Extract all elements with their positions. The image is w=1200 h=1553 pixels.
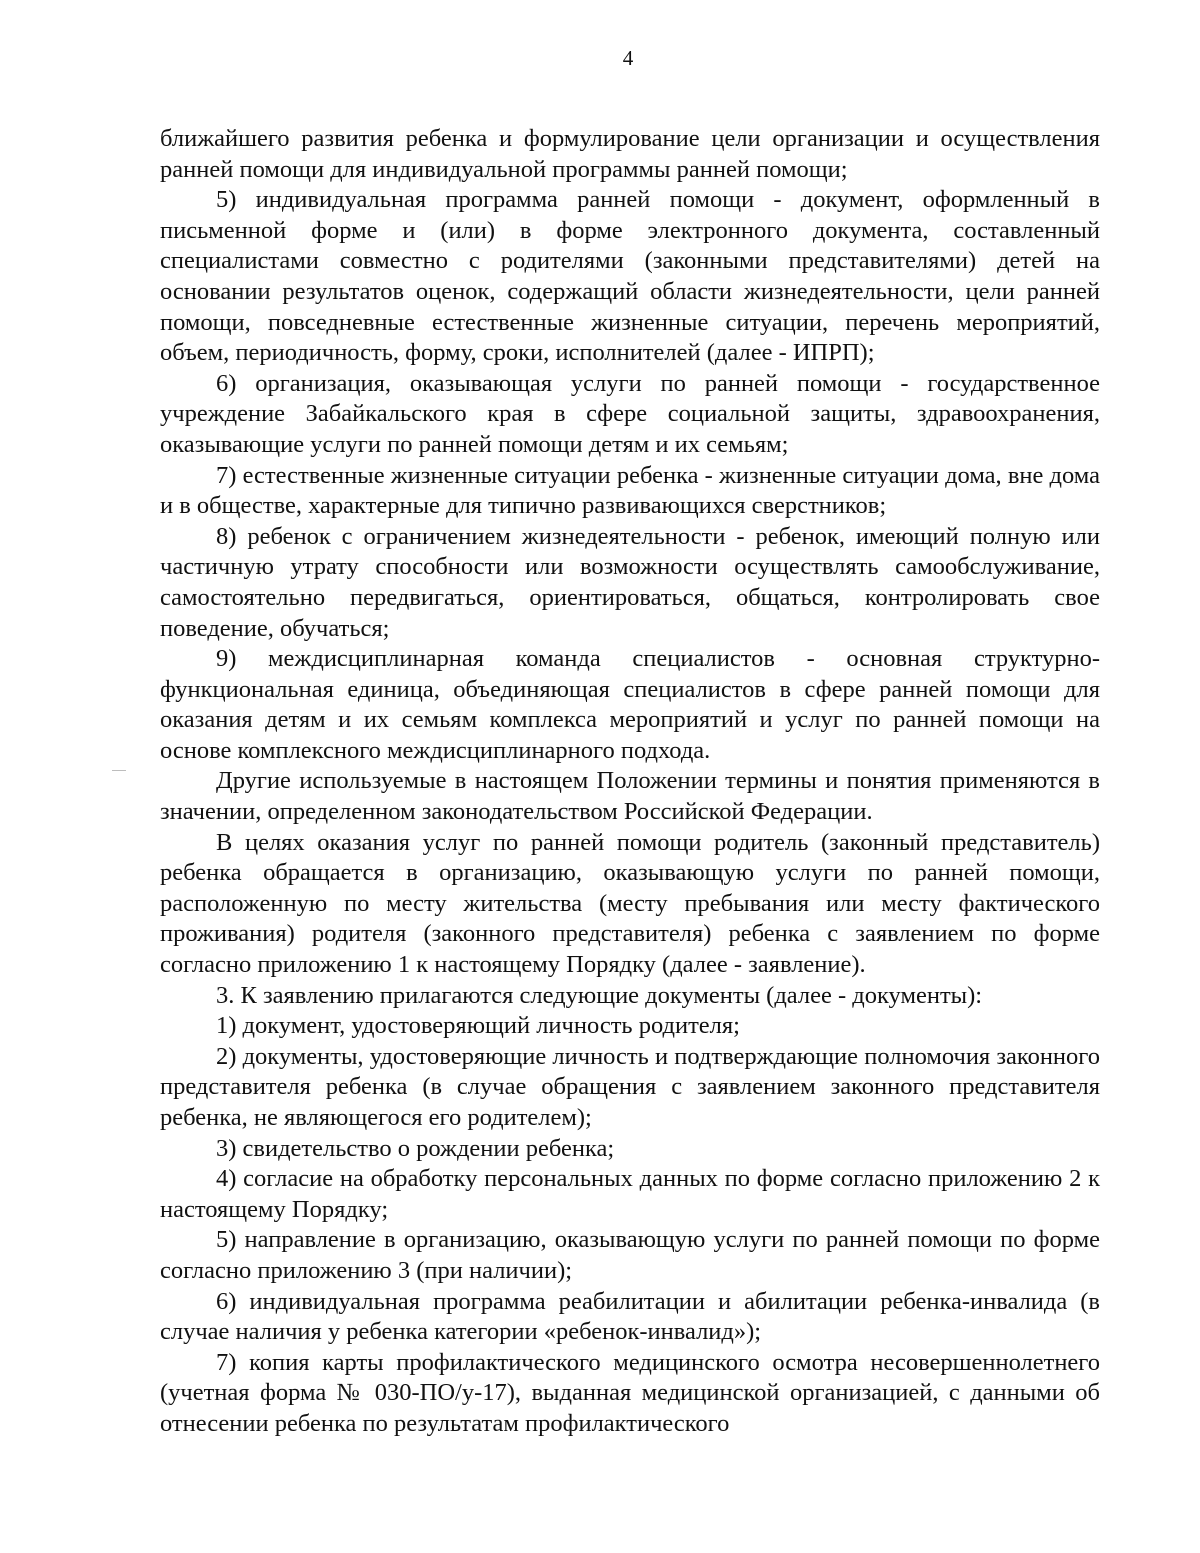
paragraph-doc-6: 6) индивидуальная программа реабилитации и абилитации ребенка-инвалида (в случае наличия у ребенка категории «ребенок-инвалид»); bbox=[160, 1287, 1100, 1346]
paragraph-item-8-limited-child: 8) ребенок с ограничением жизнедеятельности - ребенок, имеющий полную или частичную утрату способности или возможности осуществлять самообслуживание, самостоятельно передвигаться, ориентироваться, общаться, контролировать свое поведение, обучаться; bbox=[160, 522, 1100, 642]
paragraph-doc-5: 5) направление в организацию, оказывающую услуги по ранней помощи по форме согласно приложению 3 (при наличии); bbox=[160, 1226, 1100, 1284]
margin-mark bbox=[112, 770, 126, 771]
paragraph-continuation: ближайшего развития ребенка и формулирование цели организации и осуществления ранней помощи для индивидуальной программы ранней помощи; bbox=[160, 125, 1100, 183]
paragraph-application: В целях оказания услуг по ранней помощи родитель (законный представитель) ребенка обращается в организацию, оказывающую услуги по ранней помощи, расположенную по месту жительства (месту пребывания или месту фактического проживания) родителя (законного представителя) ребенка с заявлением по форме согласно приложению 1 к настоящему Порядку (далее - заявление). bbox=[160, 828, 1100, 979]
paragraph-item-7-life-situations: 7) естественные жизненные ситуации ребенка - жизненные ситуации дома, вне дома и в обществе, характерные для типично развивающихся сверстников; bbox=[160, 461, 1100, 520]
paragraph-doc-4: 4) согласие на обработку персональных данных по форме согласно приложению 2 к настоящему Порядку; bbox=[160, 1165, 1100, 1223]
page-number: 4 bbox=[622, 46, 634, 70]
paragraph-doc-7: 7) копия карты профилактического медицинского осмотра несовершеннолетнего (учетная форма № 030-ПО/у-17), выданная медицинской организацией, с данными об отнесении ребенка по результатам профилактического bbox=[160, 1348, 1100, 1437]
paragraph-item-9-team: 9) междисциплинарная команда специалистов - основная структурно-функциональная единица, объединяющая специалистов в сфере ранней помощи для оказания детям и их семьям комплекса мероприятий и услуг по ранней помощи на основе комплексного междисциплинарного подхода. bbox=[160, 645, 1100, 764]
paragraph-item-5-iprp: 5) индивидуальная программа ранней помощи - документ, оформленный в письменной форме и (или) в форме электронного документа, составленный специалистами совместно с родителями (законными представителями) детей на основании результатов оценок, содержащий области жизнедеятельности, цели ранней помощи, повседневные естественные жизненные ситуации, перечень мероприятий, объем, периодичность, форму, сроки, исполнителей (далее - ИПРП); bbox=[160, 186, 1100, 367]
paragraph-item-6-organization: 6) организация, оказывающая услуги по ранней помощи - государственное учреждение Забайкальского края в сфере социальной защиты, здравоохранения, оказывающие услуги по ранней помощи детям и их семьям; bbox=[160, 369, 1100, 458]
paragraph-other-terms: Другие используемые в настоящем Положении термины и понятия применяются в значении, определенном законодательством Российской Федерации. bbox=[160, 767, 1100, 826]
paragraph-section-3: 3. К заявлению прилагаются следующие документы (далее - документы): bbox=[216, 981, 983, 1009]
paragraph-doc-3: 3) свидетельство о рождении ребенка; bbox=[216, 1134, 615, 1162]
document-body bbox=[160, 124, 1100, 1440]
paragraph-doc-2: 2) документы, удостоверяющие личность и подтверждающие полномочия законного представителя ребенка (в случае обращения с заявлением законного представителя ребенка, не являющегося его родителем); bbox=[160, 1042, 1100, 1131]
paragraph-doc-1: 1) документ, удостоверяющий личность родителя; bbox=[216, 1012, 740, 1040]
